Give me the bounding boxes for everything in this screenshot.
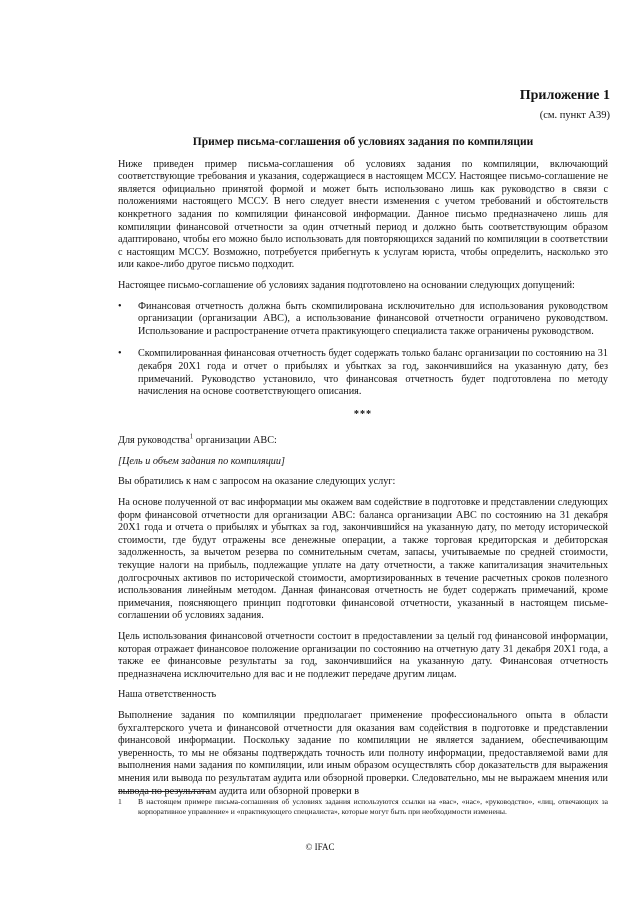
- request-line: Вы обратились к нам с запросом на оказание следующих услуг:: [118, 476, 396, 488]
- intro-paragraph: Ниже приведен пример письма-соглашения об условиях задания по компиляции, включающий соответствующие требования и указания, содержащиеся в настоящем МССУ. Настоящее письмо-соглашение не является официально принятой формой и может быть использовано лишь как руководство в связи с положениями настоящего МССУ. В него следует внести изменения с учетом требований и обстоятельств конкретного задания по компиляции финансовой информации. Данное письмо предназначено лишь для компиляции финансовой отчетности за один отчетный период и должно быть соответствующим образом адаптировано, чтобы его можно было использовать для повторяющихся заданий по компиляции в соответствии с настоящим МССУ. Возможно, потребуется прибегнуть к услугам юриста, чтобы определить, насколько это или какое-либо другое письмо подходит.: [118, 158, 608, 271]
- document-body: [118, 136, 608, 806]
- footnote-text: В настоящем примере письма-соглашения об условиях задания используются ссылки на «вас», «нас», «руководство», «лиц, отвечающих за корпоративное управление» и «практикующего специалиста», которые могут быть при необходимости изменены.: [138, 797, 608, 816]
- footnote-reference: 1: [189, 432, 194, 441]
- page-footer: © IFAC: [305, 842, 335, 852]
- purpose-paragraph: Цель использования финансовой отчетности состоит в предоставлении за целый год финансовой информации, которая отражает финансовое положение организации по состоянию на отчетную дату 31 декабря 20X1 года, а также ее финансовые результаты за год, закончившийся на указанную дату. Финансовая отчетность предназначена исключительно для вас и не подлежит передаче другим лицам.: [118, 631, 608, 680]
- footnote-mark: 1: [118, 797, 122, 806]
- footnote-divider: [118, 791, 210, 792]
- scope-paragraph: На основе полученной от вас информации мы окажем вам содействие в подготовке и представлении следующих форм финансовой отчетности для организации ABC: баланса организации ABC по состоянию на 31 декабря 20X1 года и отчета о прибылях и убытках за год, закончившийся на указанную дату, по методу исторической стоимости, где будут отражены все денежные операции, а также торговая кредиторская и дебиторская задолженность, за вычетом резерва по сомнительным счетам, запасы, учитываемые по средней стоимости, текущие налоги на прибыль, подлежащие уплате на дату отчетности, а также капитализация значительных долгосрочных активов по исторической стоимости, амортизированных в течение расчетных сроков полезного использования линейным методом. Данная финансовая отчетность не будет содержать примечаний, кроме примечания, поясняющего принцип подготовки финансовой отчетности, указанный в настоящем письме-соглашении об условиях задания.: [118, 497, 608, 622]
- footnote: [118, 797, 608, 817]
- assumptions-intro: Настоящее письмо-соглашение об условиях задания подготовлено на основании следующих допущений:: [118, 279, 575, 291]
- assumption-item-2: • Скомпилированная финансовая отчетность будет содержать только баланс организации по состоянию на 31 декабря 20X1 года и отчет о прибылях и убытках за год, закончившийся на указанную дату, без примечаний. Руководство установило, что финансовая отчетность будет подготовлена по методу начисления на основе соответствующего описания.: [118, 348, 608, 398]
- addressee-organization: организации ABC:: [193, 435, 277, 447]
- assumption-item-1: • Финансовая отчетность должна быть скомпилирована исключительно для использования руководством организации (организации ABC), а использование финансовой отчетности ограничено руководством. Использование и распространение отчета практикующего специалиста также ограничены руководством.: [118, 301, 608, 339]
- assumptions-list: [118, 301, 608, 399]
- section-separator: ***: [353, 408, 373, 420]
- responsibility-paragraph: Выполнение задания по компиляции предполагает применение профессионального опыта в области бухгалтерского учета и финансовой отчетности для оказания вам содействия в подготовке и представлении финансовой информации. Поскольку задание по компиляции не является заданием, обеспечивающим уверенность, то мы не обязаны подтверждать точность или полноту информации, предоставляемой вами для выполнения нами задания по компиляции, или иным образом осуществлять сбор доказательств для выражения мнения или вывода по результатам аудита или обзорной проверки. Следовательно, мы не выражаем мнения или вывода по результатам аудита или обзорной проверки в: [118, 709, 608, 797]
- appendix-label: Приложение 1: [519, 88, 610, 103]
- see-reference: (см. пункт А39): [539, 110, 610, 121]
- addressee-text: Для руководства: [118, 435, 190, 447]
- addressee-line: [118, 432, 608, 448]
- purpose-heading: [Цель и объем задания по компиляции]: [118, 455, 285, 467]
- responsibility-heading: Наша ответственность: [118, 689, 217, 701]
- document-title: Пример письма-соглашения об условиях задания по компиляции: [192, 136, 534, 148]
